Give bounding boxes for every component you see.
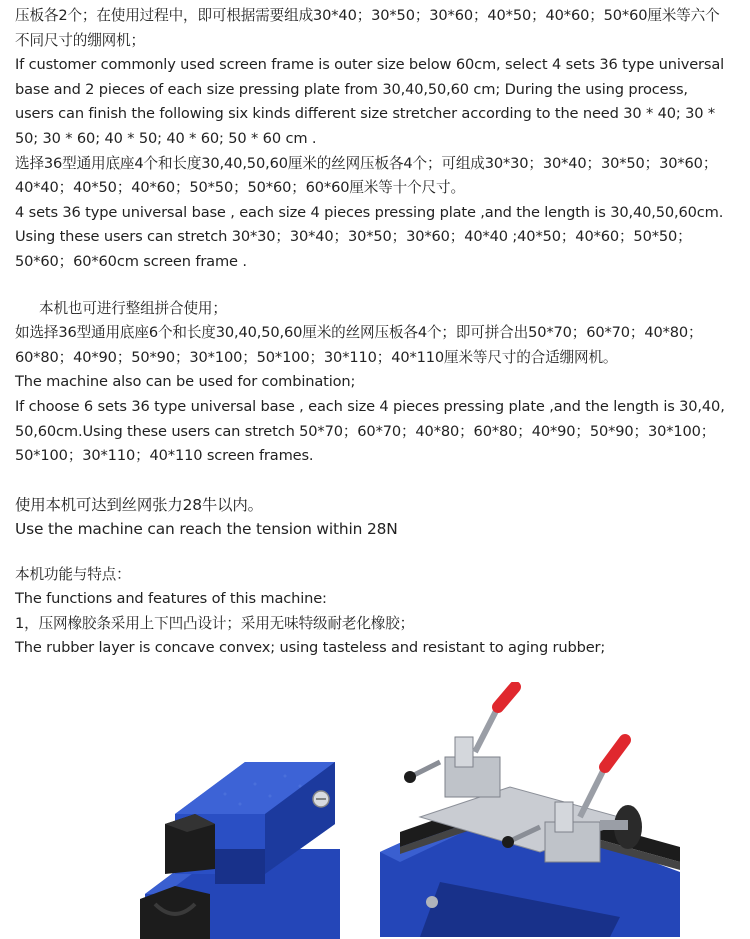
paragraph-cn-tension: 使用本机可达到丝网张力28牛以内。 xyxy=(15,495,263,514)
rubber-clamp-photo xyxy=(135,754,355,939)
paragraph-cn-ten-sizes: 选择36型通用底座4个和长度30,40,50,60厘米的丝网压板各4个；可组成30*30；30*40；30*50；30*60；40*40；40*50；40*60；50*50；50*60；60*60厘米等十个尺寸。 xyxy=(15,154,718,197)
paragraph-cn-feature-1: 1，压网橡胶条采用上下凹凸设计；采用无味特级耐老化橡胶； xyxy=(15,614,415,632)
paragraph-en-feature-1: The rubber layer is concave convex; using tasteless and resistant to aging rubber; xyxy=(15,639,606,657)
paragraph-cn-combination: 如选择36型通用底座6个和长度30,40,50,60厘米的丝网压板各4个；即可拼合出50*70；60*70；40*80；60*80；40*90；50*90；30*100；50*100；30*110；40*110厘米等尺寸的合适绷网机。 xyxy=(15,324,703,366)
paragraph-en-combination: If choose 6 sets 36 type universal base , each size 4 pieces pressing plate ,and the length is 30,40, 50,60cm.Using these users can stretch 50*70；60*70；40*80；60*80；40*90；50*90；30*100；50*100；30*110；40*110 screen frames. xyxy=(15,397,725,465)
paragraph-en-combination-heading: The machine also can be used for combination; xyxy=(15,373,356,391)
paragraph-en-ten-sizes: 4 sets 36 type universal base , each size 4 pieces pressing plate ,and the length is 30,40,50,60cm. Using these users can stretch 30*30；30*40；30*50；30*60；40*40 ;40*50；40*60；50*50；50*60；60*60cm screen frame . xyxy=(15,203,724,270)
document-body xyxy=(15,4,727,661)
paragraph-cn-combination-heading: 本机也可进行整组拼合使用； xyxy=(39,299,227,317)
paragraph-en-features-heading: The functions and features of this machine: xyxy=(15,590,327,608)
stretcher-machine-photo xyxy=(380,682,680,937)
paragraph-cn-features-heading: 本机功能与特点： xyxy=(15,565,131,583)
paragraph-cn-sizes: 压板各2个；在使用过程中，即可根据需要组成30*40；30*50；30*60；40*50；40*60；50*60厘米等六个不同尺寸的绷网机； xyxy=(15,7,720,49)
paragraph-en-tension: Use the machine can reach the tension within 28N xyxy=(15,519,398,538)
paragraph-en-sizes: If customer commonly used screen frame is outer size below 60cm, select 4 sets 36 type universal base and 2 pieces of each size pressing plate from 30,40,50,60 cm; During the using process, users can finish the following six kinds different size stretcher according to the need 30 * 40; 30 * 50; 30 * 60; 40 * 50; 40 * 60; 50 * 60 cm . xyxy=(15,56,725,147)
product-photos xyxy=(0,682,750,937)
